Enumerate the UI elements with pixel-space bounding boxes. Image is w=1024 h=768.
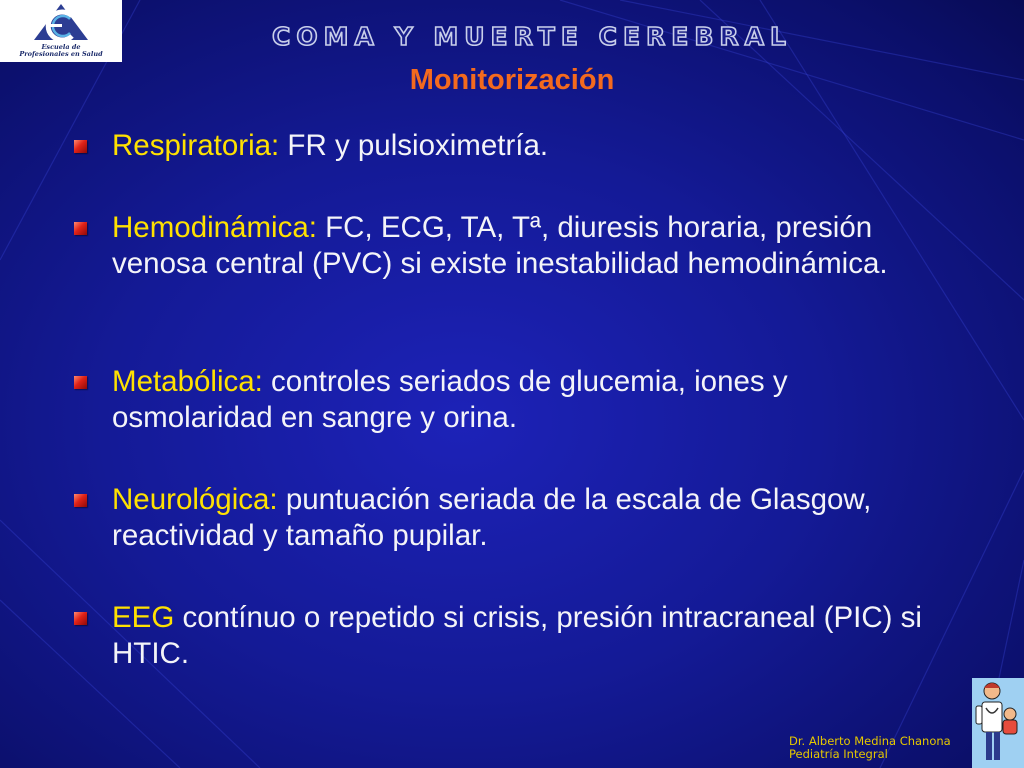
bullet-square-icon — [74, 376, 87, 389]
logo-line-2: Profesionales en Salud — [19, 50, 103, 58]
bullet-square-icon — [74, 140, 87, 153]
bullet-hemodinamica — [74, 210, 954, 282]
bullet-label: Neurológica: — [112, 483, 278, 516]
slide-subtitle: Monitorización — [409, 64, 615, 96]
course-name: Pediatría Integral — [789, 747, 888, 761]
bullet-respiratoria — [74, 128, 954, 164]
doctor-icon — [972, 678, 1024, 768]
author-credit — [789, 735, 951, 761]
bullet-square-icon — [74, 612, 87, 625]
bullet-metabolica — [74, 364, 954, 436]
bullet-label: EEG — [112, 601, 175, 634]
logo-line-1: Escuela de — [41, 43, 81, 51]
bullet-label: Metabólica: — [112, 365, 263, 398]
bullet-text: puntuación seriada de la escala de Glasgow, reactividad y tamaño pupilar. — [112, 483, 872, 552]
bullet-text: contínuo o repetido si crisis, presión intracraneal (PIC) si HTIC. — [112, 601, 922, 670]
bullet-text: FC, ECG, TA, Tª, diuresis horaria, presión venosa central (PVC) si existe inestabilidad hemodinámica. — [112, 211, 888, 280]
bullet-square-icon — [74, 494, 87, 507]
bullet-square-icon — [74, 222, 87, 235]
bullet-eeg — [74, 600, 954, 672]
author-name: Dr. Alberto Medina Chanona — [789, 734, 951, 748]
bullet-text: FR y pulsioximetría. — [279, 129, 549, 162]
bullet-label: Hemodinámica: — [112, 211, 317, 244]
slide-title: COMA Y MUERTE CEREBRAL — [272, 22, 792, 51]
bullet-neurologica — [74, 482, 954, 554]
bullet-text: controles seriados de glucemia, iones y osmolaridad en sangre y orina. — [112, 365, 788, 434]
bullet-label: Respiratoria: — [112, 129, 280, 162]
